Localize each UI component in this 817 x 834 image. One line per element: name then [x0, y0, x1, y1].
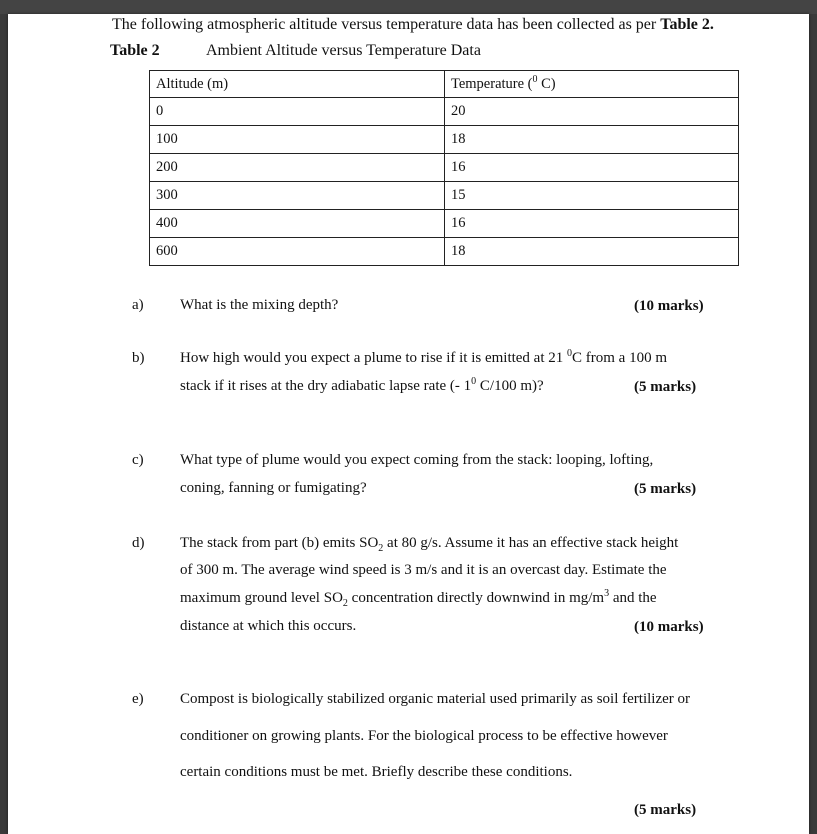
question-a-label: a): [132, 297, 144, 313]
table-header-row: [150, 71, 739, 98]
cell-temperature: 18: [445, 126, 739, 154]
intro-paragraph: [112, 16, 714, 34]
document-page: [8, 14, 809, 834]
question-e-line3: certain conditions must be met. Briefly describe these conditions.: [180, 764, 573, 780]
cell-temperature: 18: [445, 238, 739, 266]
question-e-line2: conditioner on growing plants. For the biological process to be effective however: [180, 728, 668, 744]
question-b-line1: How high would you expect a plume to rise if it is emitted at 21 $^0$C from a 100 m: [180, 348, 668, 366]
intro-text: The following atmospheric altitude versus temperature data has been collected as per: [112, 16, 661, 33]
table-row: [150, 182, 739, 210]
table-row: [150, 126, 739, 154]
question-a-text: What is the mixing depth?: [180, 297, 339, 313]
cell-temperature: 16: [445, 154, 739, 182]
question-c-line1: What type of plume would you expect coming from the stack: looping, lofting,: [180, 452, 654, 468]
question-a-marks: (10 marks): [634, 298, 704, 314]
question-c-marks: (5 marks): [634, 481, 697, 497]
table-row: [150, 238, 739, 266]
cell-altitude: 600: [150, 238, 445, 266]
cell-altitude: 0: [150, 98, 445, 126]
cell-altitude: 100: [150, 126, 445, 154]
altitude-temperature-table: [149, 70, 739, 266]
table-row: [150, 154, 739, 182]
question-d-line4: distance at which this occurs.: [180, 618, 357, 634]
cell-altitude: 200: [150, 154, 445, 182]
table-caption-title: Ambient Altitude versus Temperature Data: [206, 42, 481, 59]
header-temperature: Temperature ($^0$ C): [445, 71, 739, 98]
question-e-marks: (5 marks): [634, 802, 697, 818]
table-row: [150, 98, 739, 126]
question-d-label: d): [132, 535, 145, 551]
question-e-line1: Compost is biologically stabilized organic material used primarily as soil fertilizer or: [180, 691, 691, 707]
cell-temperature: 20: [445, 98, 739, 126]
question-b-line2: stack if it rises at the dry adiabatic lapse rate (- $1^0$ C/100 m)?: [180, 376, 544, 394]
table-caption-label: Table 2: [110, 42, 160, 59]
cell-altitude: 400: [150, 210, 445, 238]
header-altitude: Altitude (m): [150, 71, 445, 98]
cell-altitude: 300: [150, 182, 445, 210]
table-row: [150, 210, 739, 238]
question-b-label: b): [132, 350, 145, 366]
question-d-line3: maximum ground level $SO_2$ concentration directly downwind in $mg/m^3$ and the: [180, 588, 657, 609]
cell-temperature: 15: [445, 182, 739, 210]
viewer-top-bar: [0, 0, 817, 14]
question-e-label: e): [132, 691, 144, 707]
question-c-line2: coning, fanning or fumigating?: [180, 480, 367, 496]
question-d-marks: (10 marks): [634, 619, 704, 635]
question-b-marks: (5 marks): [634, 379, 697, 395]
cell-temperature: 16: [445, 210, 739, 238]
question-c-label: c): [132, 452, 144, 468]
intro-table-ref: Table 2.: [660, 16, 714, 33]
question-d-line2: of 300 m. The average wind speed is 3 m/s and it is an overcast day. Estimate the: [180, 562, 667, 578]
question-d-line1: The stack from part (b) emits $SO_2$ at 80 g/s. Assume it has an effective stack height: [180, 535, 679, 554]
